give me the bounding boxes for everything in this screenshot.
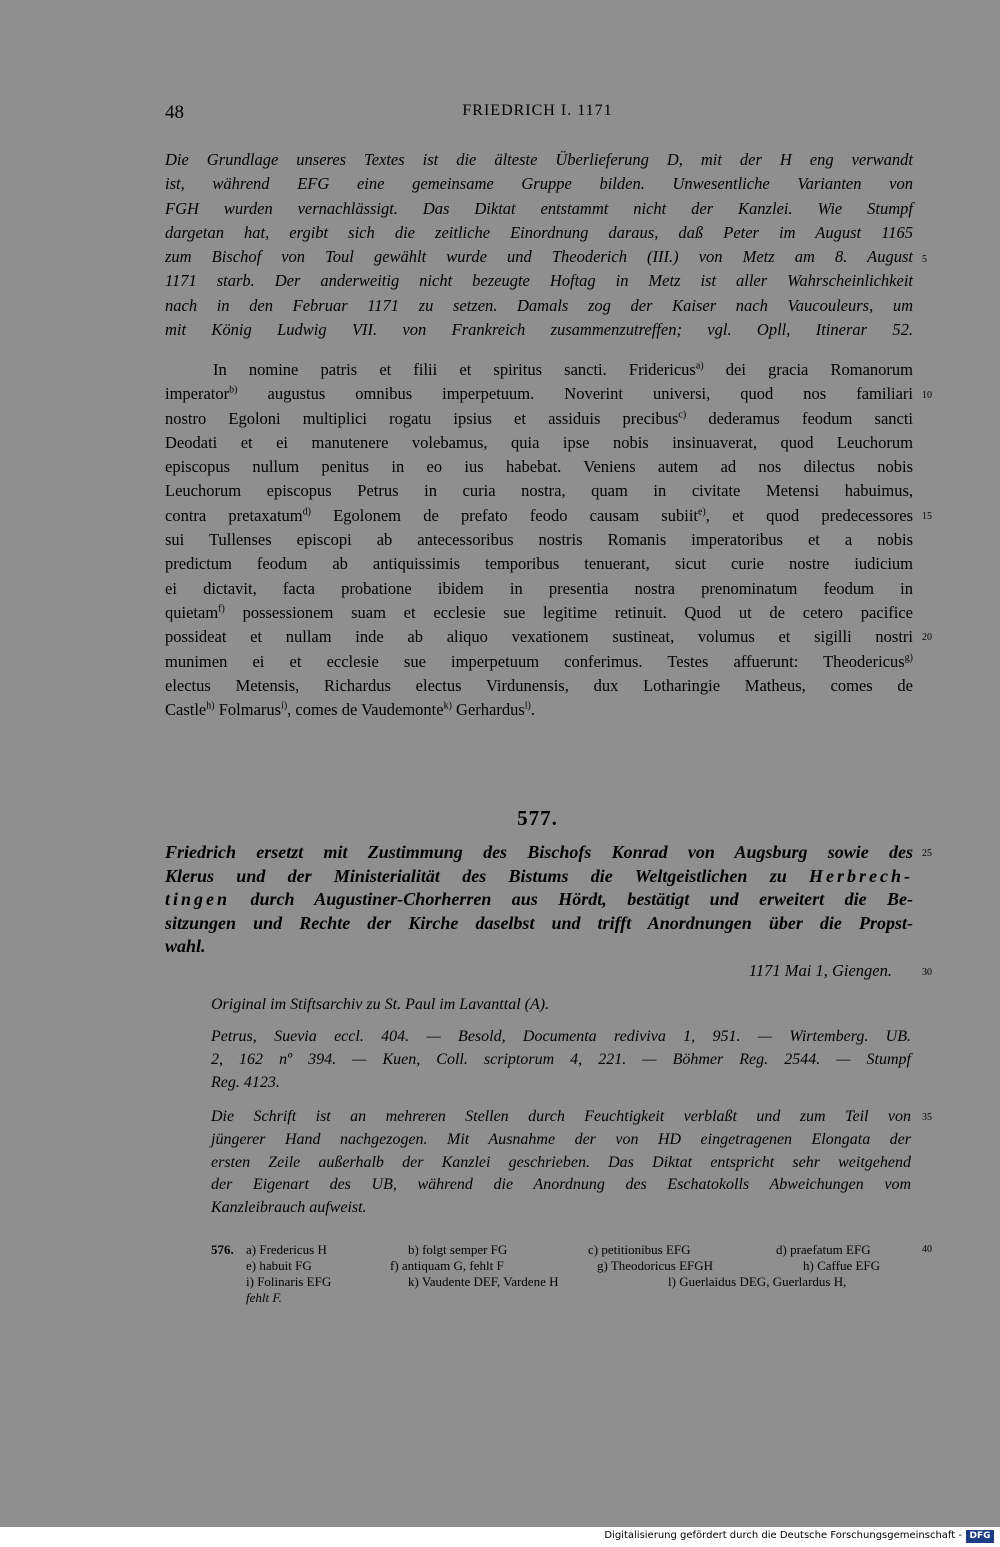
line-number: 15 [922, 511, 932, 522]
editions-notes [211, 1026, 911, 1094]
running-title: FRIEDRICH I. 1171 [462, 102, 613, 119]
footnote-marker: e) [697, 506, 706, 518]
footnote-entry: e) habuit FG [246, 1258, 312, 1273]
text-line: munimen ei et ecclesie sue imperpetuum conferimus. Testes affuerunt: Theodericus$^{g)}$ [165, 651, 913, 671]
charter-text [165, 358, 913, 722]
footnote-row [0, 1274, 1000, 1290]
line-number: 25 [922, 848, 932, 859]
footnote-entry: l) Guerlaidus DEG, Guerlardus H, [668, 1274, 847, 1289]
text-line: Castle$^{h)}$ Folmarus$^{i)}$, comes de Vaudemonte$^{k)}$ Gerhardus$^{l)}$. [165, 700, 536, 720]
text-line: ei dictavit, facta probatione ibidem in presentia nostra prenominatum feodum in [165, 578, 913, 598]
line-number: 20 [922, 632, 932, 643]
text-line: tingen durch Augustiner-Chorherren aus Hördt, bestätigt und erweitert die Be- [165, 889, 913, 910]
text-line: sui Tullenses episcopi ab antecessoribus nostris Romanis imperatoribus et a nobis [165, 530, 913, 550]
text-line: nach in den Februar 1171 zu setzen. Damals zog der Kaiser nach Vaucouleurs, um [165, 295, 913, 315]
footnote-marker: h) [206, 700, 215, 712]
text-line: Die Grundlage unseres Textes ist die älteste Überlieferung D, mit der H eng verwandt [165, 150, 913, 169]
footnote-marker: k) [443, 700, 452, 712]
line-number: 10 [922, 390, 932, 401]
text-line: 2, 162 nº 394. — Kuen, Coll. scriptorum 4, 221. — Böhmer Reg. 2544. — Stumpf [211, 1050, 911, 1068]
line-number: 35 [922, 1112, 932, 1123]
line-number: 30 [922, 967, 932, 978]
text-line: possideat et nullam inde ab aliquo vexationem sustineat, volumus et sigilli nostri [165, 627, 913, 647]
footnote-marker: l) [524, 700, 531, 712]
text-line: imperator$^{b)}$ augustus omnibus imperpetuum. Noverint universi, quod nos familiari [165, 384, 914, 404]
text-line: Klerus und der Ministerialität des Bistums die Weltgeistlichen zu Herbrech- [165, 865, 914, 886]
text-line: predictum feodum ab antiquissimis temporibus tenuerant, sicut curie nostre iudicium [165, 554, 913, 574]
footnote-entry: k) Vaudente DEF, Vardene H [408, 1274, 559, 1289]
footnote-marker: i) [281, 700, 288, 712]
text-line: nostro Egoloni multiplici rogatu ipsius et assiduis precibus$^{c)}$ dederamus feodum sancti [165, 408, 914, 428]
text-line: wahl. [165, 936, 206, 957]
document-number: 577. [517, 806, 558, 830]
text-line: contra pretaxatum$^{d)}$ Egolonem de prefato feodo causam subiit$^{e)}$, et quod predecessores [165, 505, 913, 525]
text-line: sitzungen und Rechte der Kirche daselbst und trifft Anordnungen über die Propst- [165, 912, 913, 933]
footnote-entry: h) Caffue EFG [803, 1258, 881, 1273]
intro-commentary [165, 148, 913, 342]
text-line: dargetan hat, ergibt sich die zeitliche Einordnung daraus, daß Peter im August 1165 [165, 222, 913, 242]
regest-summary [165, 841, 913, 959]
footnote-marker: f) [218, 603, 225, 615]
text-line: Reg. 4123. [211, 1073, 280, 1091]
footnote-entry: f) antiquam G, fehlt F [390, 1258, 504, 1273]
footer-credit: Digitalisierung gefördert durch die Deutsche Forschungsgemeinschaft - [604, 1530, 962, 1541]
text-line: In nomine patris et filii et spiritus sancti. Fridericus$^{a)}$ dei gracia Romanorum [213, 360, 914, 379]
text-line: Friedrich ersetzt mit Zustimmung des Bischofs Konrad von Augsburg sowie des [165, 842, 913, 862]
text-line: ist, während EFG eine gemeinsame Gruppe bilden. Unwesentliche Varianten von [165, 174, 913, 194]
tradition-notes [211, 994, 911, 1017]
footnote-entry: c) petitionibus EFG [588, 1242, 691, 1257]
footnote-entry: a) Fredericus H [246, 1242, 327, 1257]
footnote-label: 576. [211, 1242, 234, 1257]
text-line: quietam$^{f)}$ possessionem suam et ecclesie sue legitime retinuit. Quod ut de cetero pacifice [165, 602, 914, 622]
footnote-row [0, 1258, 1000, 1274]
text-line: Die Schrift ist an mehreren Stellen durch Feuchtigkeit verblaßt und zum Teil von [211, 1108, 911, 1125]
text-line: Leuchorum episcopus Petrus in curia nostra, quam in civitate Metensi habuimus, [165, 481, 913, 501]
footnote-entry: d) praefatum EFG [776, 1242, 871, 1257]
text-line: 1171 starb. Der anderweitig nicht bezeugte Hoftag in Metz ist aller Wahrscheinlichkeit [165, 271, 913, 291]
text-line: der Eigenart des UB, während die Anordnung des Eschatokolls Abweichungen vom [211, 1176, 911, 1194]
footnote-marker: d) [302, 506, 311, 518]
footnote-continuation: fehlt F. [246, 1290, 282, 1305]
running-head [165, 102, 910, 126]
footnote-row [0, 1242, 1000, 1258]
date-place: 1171 Mai 1, Giengen. [748, 961, 892, 980]
text-line: Deodati et ei manutenere volebamus, quia ipse nobis insinuaverat, quod Leuchorum [165, 432, 913, 452]
footnote-entry: i) Folinaris EFG [246, 1274, 332, 1289]
footnote-entry: b) folgt semper FG [408, 1242, 508, 1257]
footnote-marker: g) [904, 652, 913, 664]
text-line: Petrus, Suevia eccl. 404. — Besold, Documenta rediviva 1, 951. — Wirtemberg. UB. [211, 1028, 911, 1045]
text-line: Kanzleibrauch aufweist. [211, 1199, 367, 1217]
text-line: zum Bischof von Toul gewählt wurde und Theoderich (III.) von Metz am 8. August [165, 247, 913, 267]
page-number: 48 [165, 102, 184, 123]
text-line: electus Metensis, Richardus electus Virdunensis, dux Lotharingie Matheus, comes de [165, 675, 913, 695]
footer-bar [0, 1527, 1000, 1547]
footnote-marker: c) [678, 409, 687, 421]
text-line: ersten Zeile außerhalb der Kanzlei geschrieben. Das Diktat entspricht sehr weitgehend [211, 1153, 911, 1171]
footnote-entry: g) Theodoricus EFGH [597, 1258, 714, 1273]
line-number: 40 [922, 1244, 932, 1255]
script-notes [211, 1106, 911, 1220]
text-line: jüngerer Hand nachgezogen. Mit Ausnahme der von HD eingetragenen Elongata der [211, 1130, 911, 1148]
text-line: episcopus nullum penitus in eo ius habebat. Veniens autem ad nos dilectus nobis [165, 457, 913, 477]
footnote-marker: a) [695, 360, 704, 372]
text-line: mit König Ludwig VII. von Frankreich zusammenzutreffen; vgl. Opll, Itinerar 52. [165, 320, 913, 340]
footnote-marker: b) [229, 384, 238, 396]
text-line: Original im Stiftsarchiv zu St. Paul im Lavanttal (A). [211, 996, 550, 1013]
line-number: 5 [922, 254, 927, 265]
text-line: FGH wurden vernachlässigt. Das Diktat entstammt nicht der Kanzlei. Wie Stumpf [165, 198, 913, 218]
dfg-logo: DFG [966, 1530, 994, 1543]
